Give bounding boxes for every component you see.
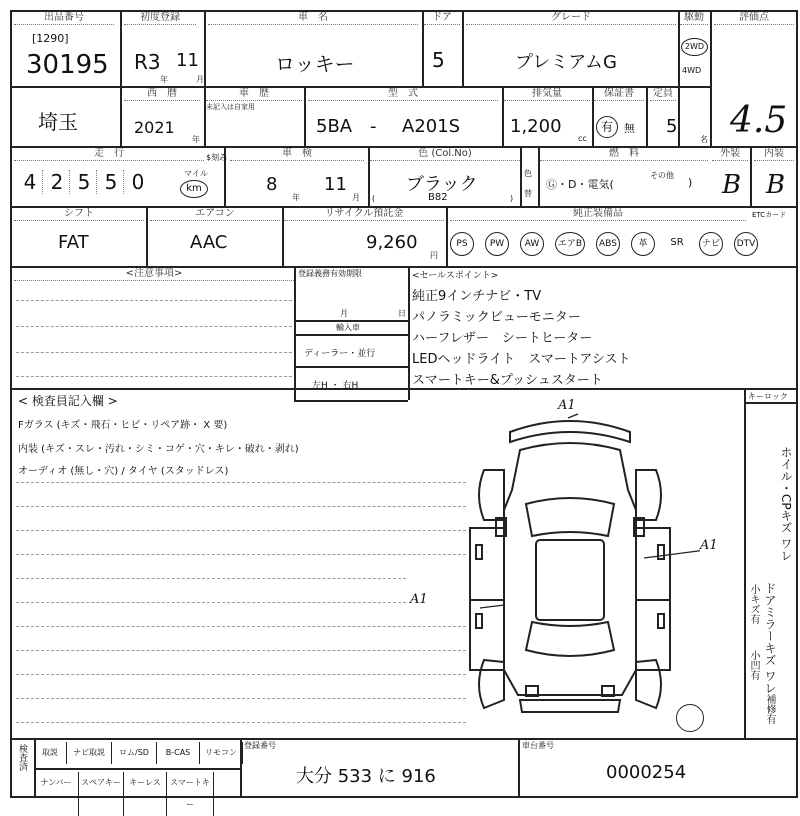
frame-right bbox=[796, 10, 798, 798]
interior-line: 内装 (キズ・スレ・汚れ・シミ・コゲ・穴・キレ・破れ・剥れ) bbox=[18, 444, 299, 455]
dealer: ディーラー・並行 bbox=[304, 349, 376, 359]
col-sep-17 bbox=[146, 206, 148, 266]
col-sep-6 bbox=[710, 10, 712, 146]
sales-point: ハーフレザー シートヒーター bbox=[412, 331, 593, 346]
mileage-digits bbox=[18, 170, 150, 194]
lot-number: 30195 bbox=[26, 50, 109, 80]
col-sep-20 bbox=[294, 266, 296, 400]
footer-item: ナビ取説 bbox=[67, 742, 112, 764]
col-sep-11 bbox=[646, 86, 648, 146]
reg-expiry-day: 日 bbox=[398, 309, 406, 318]
inspection-line bbox=[16, 554, 466, 555]
vehicle-inspection-month-unit: 月 bbox=[352, 193, 360, 202]
inspection-line bbox=[16, 506, 466, 507]
equipment-leather: 革 bbox=[631, 232, 655, 256]
first-reg-era: R3 bbox=[134, 50, 161, 74]
col-sep-22 bbox=[744, 388, 746, 738]
vehicle-inspection-year-unit: 年 bbox=[292, 193, 300, 202]
recycle-unit: 円 bbox=[430, 251, 438, 260]
equipment-sr: SR bbox=[670, 237, 684, 248]
reg-box-sep-2 bbox=[294, 334, 408, 336]
doors: 5 bbox=[432, 48, 445, 72]
col-sep-14 bbox=[520, 146, 522, 206]
mileage-digit: 5 bbox=[99, 170, 124, 194]
first-reg-header: 初度登録 bbox=[124, 12, 196, 25]
capacity-unit: 名 bbox=[700, 135, 708, 144]
col-sep-2 bbox=[204, 10, 206, 86]
inspection-line bbox=[16, 482, 466, 483]
col-sep-16 bbox=[750, 146, 752, 206]
inspection-line bbox=[16, 530, 466, 531]
side-note-small-dent: 小凹有 bbox=[748, 650, 759, 680]
model-year: 2021 bbox=[134, 118, 175, 137]
inspection-line bbox=[16, 602, 406, 603]
equipment-airbag: エアB bbox=[555, 232, 585, 256]
drive-header: 駆動 bbox=[680, 12, 708, 25]
damage-mark-front: A1 bbox=[558, 398, 576, 413]
fuel-other: その他 bbox=[650, 171, 674, 180]
model-year-unit: 年 bbox=[192, 135, 200, 144]
sales-point: スマートキー&プッシュスタート bbox=[412, 373, 603, 388]
key-circle-icon bbox=[676, 704, 704, 732]
footer-item: スペアキー bbox=[79, 772, 124, 816]
footer-item: 取説 bbox=[34, 742, 67, 764]
meter-label: $刻み bbox=[206, 153, 228, 162]
glass-line: Fガラス (キズ・飛石・ヒビ・リペア跡・ X 要) bbox=[18, 420, 228, 431]
footer-items-top bbox=[34, 742, 243, 764]
vehicle-inspection-header: 車 検 bbox=[230, 148, 364, 161]
year-unit: 年 bbox=[160, 75, 168, 84]
footer-item: リモコン bbox=[200, 742, 243, 764]
shift-header: シフト bbox=[14, 208, 144, 221]
score-header: 評価点 bbox=[714, 12, 794, 25]
footer-item: B-CAS bbox=[157, 742, 200, 764]
equipment-ps: PS bbox=[450, 232, 474, 256]
type-header: 型 式 bbox=[308, 88, 498, 101]
keylock-label: キーロック bbox=[748, 392, 788, 401]
equipment-list bbox=[450, 232, 758, 256]
side-note-repair: 補修有 bbox=[764, 694, 775, 724]
caution-line bbox=[16, 376, 292, 377]
mileage-digit: 2 bbox=[45, 170, 70, 194]
inspection-line bbox=[16, 578, 406, 579]
reg-box-sep-3 bbox=[294, 366, 408, 368]
car-damage-diagram bbox=[440, 400, 700, 730]
equipment-aw: AW bbox=[520, 232, 544, 256]
reg-expiry-label: 登録義務有効期限 bbox=[298, 269, 362, 278]
equipment-pw: PW bbox=[485, 232, 509, 256]
inspection-line bbox=[16, 722, 466, 723]
col-sep-24 bbox=[240, 738, 242, 798]
col-sep-5 bbox=[678, 10, 680, 146]
region: 埼玉 bbox=[38, 110, 78, 134]
col-sep-4 bbox=[462, 10, 464, 86]
color-header: 色 (Col.No) bbox=[370, 148, 520, 161]
mileage-digit: 5 bbox=[72, 170, 97, 194]
aircon: AAC bbox=[190, 232, 228, 253]
sales-point: パノラミックビューモニター bbox=[412, 310, 581, 325]
footer-items-bottom bbox=[34, 772, 214, 816]
aircon-header: エアコン bbox=[150, 208, 280, 221]
col-sep-25 bbox=[518, 738, 520, 798]
auction-sheet bbox=[10, 10, 798, 809]
month-unit: 月 bbox=[196, 75, 204, 84]
color-open-paren: ( bbox=[372, 194, 376, 203]
col-sep-8 bbox=[304, 86, 306, 146]
equipment-navi: ナビ bbox=[699, 232, 723, 256]
keylock-sep bbox=[744, 402, 798, 404]
reg-box-bottom bbox=[294, 400, 408, 402]
caution-header: <注意事項> bbox=[14, 268, 294, 281]
model-year-header: 西 暦 bbox=[124, 88, 200, 101]
side-note-small-scratch: 小キズ有 bbox=[748, 584, 759, 624]
plate: 大分 533 に 916 bbox=[296, 766, 436, 787]
capacity: 5 bbox=[666, 116, 678, 137]
color-change-2: 替 bbox=[524, 189, 532, 198]
fuel-close: ) bbox=[688, 176, 693, 189]
exhibit-header: 出品番号 bbox=[14, 12, 114, 25]
car-name: ロッキー bbox=[275, 52, 355, 76]
color: ブラック bbox=[406, 174, 478, 195]
footer-item: スマートキー bbox=[167, 772, 214, 816]
damage-mark-left: A1 bbox=[410, 592, 428, 607]
type-dash: - bbox=[370, 116, 377, 137]
reg-expiry-month: 月 bbox=[340, 309, 348, 318]
capacity-header: 定員 bbox=[650, 88, 676, 101]
inspection-line bbox=[16, 674, 466, 675]
grade: プレミアムG bbox=[515, 52, 617, 73]
interior-header: 内装 bbox=[754, 148, 794, 161]
color-code: B82 bbox=[428, 192, 448, 203]
equipment-header: 純正装備品 bbox=[450, 208, 746, 221]
history-note: 未記入は自家用 bbox=[206, 103, 255, 111]
sales-point: LEDヘッドライト スマートアシスト bbox=[412, 352, 631, 367]
recycle-header: リサイクル預託金 bbox=[284, 208, 444, 221]
import-label: 輸入車 bbox=[336, 323, 360, 332]
first-reg-month: 11 bbox=[176, 50, 199, 71]
caution-line bbox=[16, 352, 292, 353]
lot-prefix: [1290] bbox=[32, 32, 69, 45]
caution-line bbox=[16, 300, 292, 301]
door-header: ドア bbox=[424, 12, 460, 25]
side-note-mirror: ドアミラーキズ ワレ bbox=[763, 582, 777, 694]
footer-item: ナンバー bbox=[34, 772, 79, 816]
recycle-fee: 9,260 bbox=[366, 232, 418, 253]
drive-4wd: 4WD bbox=[682, 66, 702, 75]
mileage-header: 走 行 bbox=[14, 148, 204, 161]
hand-drive: 左H ・ 右H bbox=[312, 381, 359, 391]
car-name-header: 車 名 bbox=[208, 12, 418, 25]
interior-grade: B bbox=[766, 170, 786, 200]
mileage-unit-km: km bbox=[180, 180, 208, 198]
inspection-line bbox=[16, 626, 466, 627]
col-sep-19 bbox=[446, 206, 448, 266]
fuel-options: Ⓖ・D・電気( bbox=[546, 178, 614, 191]
frame-left bbox=[10, 10, 12, 798]
col-sep-21 bbox=[408, 266, 410, 400]
inspection-line bbox=[16, 650, 466, 651]
card-label: ETCカード bbox=[752, 211, 787, 219]
mileage-digit: 4 bbox=[18, 170, 43, 194]
chassis-label: 車台番号 bbox=[522, 741, 554, 750]
footer-item: ロム/SD bbox=[112, 742, 157, 764]
side-note-wheel: ホイル・CPキズ ワレ bbox=[779, 446, 793, 562]
mileage-unit-mile: マイル bbox=[184, 169, 208, 178]
check-label: 検査済 bbox=[17, 744, 27, 771]
type-code: A201S bbox=[402, 116, 461, 137]
mileage-digit: 0 bbox=[131, 170, 145, 194]
exterior-grade: B bbox=[722, 170, 742, 200]
score: 4.5 bbox=[730, 100, 788, 141]
warranty-no: 無 bbox=[624, 122, 635, 135]
inspection-title: < 検査員記入欄 > bbox=[18, 394, 118, 408]
vehicle-inspection-month: 11 bbox=[324, 174, 347, 195]
vehicle-inspection-year: 8 bbox=[266, 174, 278, 195]
footer-mid-sep bbox=[34, 768, 240, 770]
drive-2wd-circled: 2WD bbox=[681, 38, 708, 56]
displacement: 1,200 bbox=[510, 116, 562, 137]
type-prefix: 5BA bbox=[316, 116, 353, 137]
warranty-yes: 有 bbox=[596, 116, 618, 138]
equipment-dtv: DTV bbox=[734, 232, 758, 256]
chassis: 0000254 bbox=[606, 762, 687, 783]
color-change-1: 色 bbox=[524, 169, 532, 178]
row-sep-5 bbox=[10, 388, 798, 390]
shift: FAT bbox=[58, 232, 89, 253]
fuel-header: 燃 料 bbox=[540, 148, 708, 161]
grade-header: グレード bbox=[466, 12, 676, 25]
displacement-header: 排気量 bbox=[504, 88, 590, 101]
sales-points bbox=[412, 286, 631, 391]
displacement-unit: cc bbox=[578, 134, 587, 143]
equipment-abs: ABS bbox=[596, 232, 620, 256]
warranty-header: 保証書 bbox=[594, 88, 644, 101]
row-sep-6 bbox=[10, 738, 798, 740]
audio-line: オーディオ (無し・穴) / タイヤ (スタッドレス) bbox=[18, 466, 229, 477]
inspection-line bbox=[16, 698, 466, 699]
color-close-paren: ) bbox=[510, 194, 514, 203]
exterior-header: 外装 bbox=[712, 148, 748, 161]
damage-mark-right: A1 bbox=[700, 538, 718, 553]
history-header: 車 歴 bbox=[206, 88, 302, 101]
sales-point: 純正9インチナビ・TV bbox=[412, 289, 542, 304]
footer-item: キーレス bbox=[124, 772, 167, 816]
col-sep-1 bbox=[120, 10, 122, 146]
plate-label: 登録番号 bbox=[244, 741, 276, 750]
caution-line bbox=[16, 326, 292, 327]
sales-header: <セールスポイント> bbox=[412, 271, 499, 281]
